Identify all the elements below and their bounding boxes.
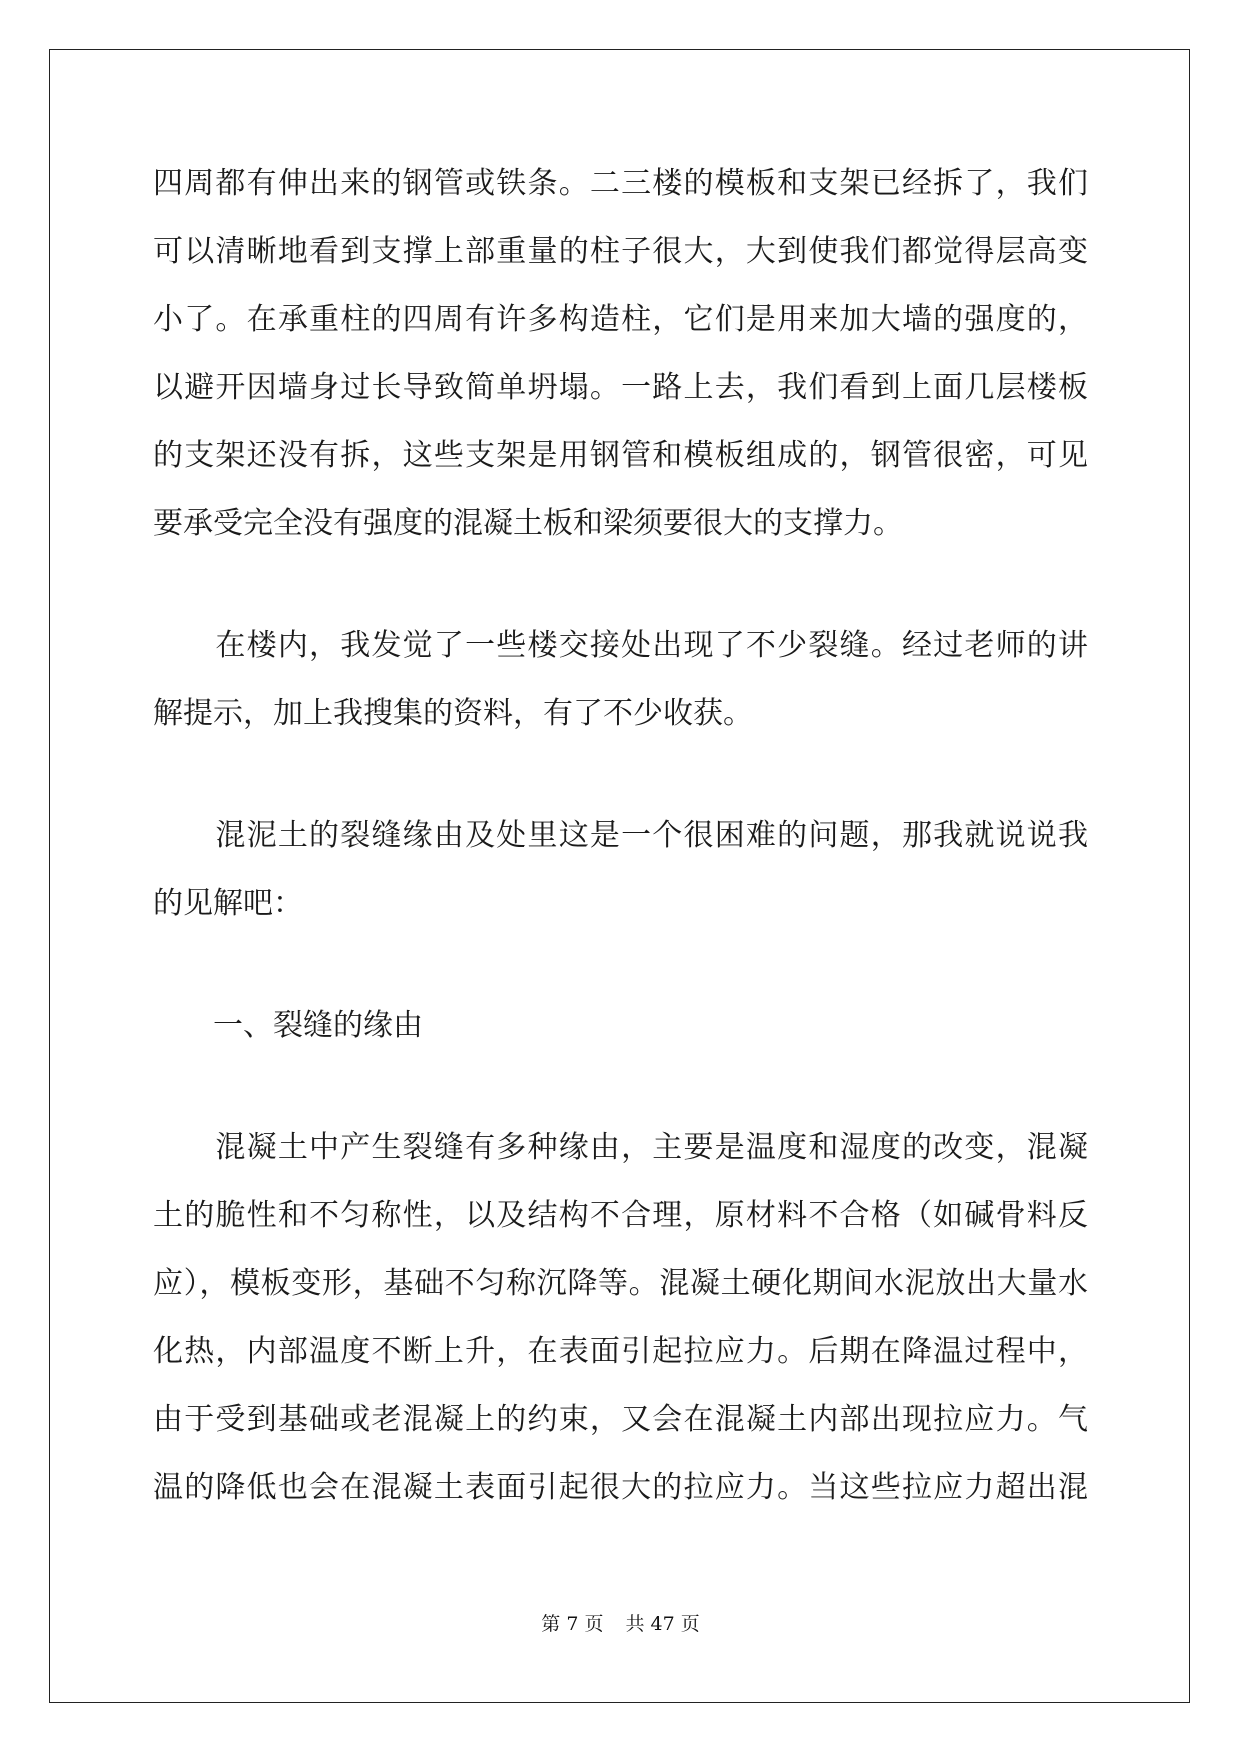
page-number: 第 7 页 [541,1613,604,1635]
paragraph [153,150,1088,558]
text-line: 一、裂缝的缘由 [153,1008,423,1043]
paragraph [153,1114,1088,1522]
paragraph [153,802,1088,938]
section-heading [153,992,1088,1060]
page-total: 共 47 页 [625,1613,700,1635]
text-line: 要承受完全没有强度的混凝土板和梁须要很大的支撑力。 [153,506,903,541]
text-line: 土的脆性和不匀称性，以及结构不合理，原材料不合格（如碱骨料反 [153,1198,1088,1233]
text-line: 由于受到基础或老混凝上的约束，又会在混凝土内部出现拉应力。气 [153,1402,1088,1437]
text-line: 化热，内部温度不断上升，在表面引起拉应力。后期在降温过程中， [153,1334,1088,1369]
text-line: 在楼内，我发觉了一些楼交接处出现了不少裂缝。经过老师的讲 [153,628,1088,663]
text-line: 以避开因墙身过长导致简单坍塌。一路上去，我们看到上面几层楼板 [153,370,1088,405]
text-line: 小了。在承重柱的四周有许多构造柱，它们是用来加大墙的强度的， [153,302,1088,337]
page-footer [0,1609,1241,1639]
text-line: 的支架还没有拆，这些支架是用钢管和模板组成的，钢管很密，可见 [153,438,1088,473]
paragraph [153,612,1088,748]
text-line: 混泥土的裂缝缘由及处里这是一个很困难的问题，那我就说说我 [153,818,1088,853]
text-line: 温的降低也会在混凝土表面引起很大的拉应力。当这些拉应力超出混 [153,1470,1088,1505]
text-line: 四周都有伸出来的钢管或铁条。二三楼的模板和支架已经拆了，我们 [153,166,1088,201]
text-line: 应），模板变形，基础不匀称沉降等。混凝土硬化期间水泥放出大量水 [153,1266,1088,1301]
text-line: 混凝土中产生裂缝有多种缘由，主要是温度和湿度的改变，混凝 [153,1130,1088,1165]
text-line: 的见解吧： [153,886,303,921]
text-line: 解提示，加上我搜集的资料，有了不少收获。 [153,696,753,731]
text-line: 可以清晰地看到支撑上部重量的柱子很大，大到使我们都觉得层高变 [153,234,1088,269]
document-body [153,150,1088,1522]
